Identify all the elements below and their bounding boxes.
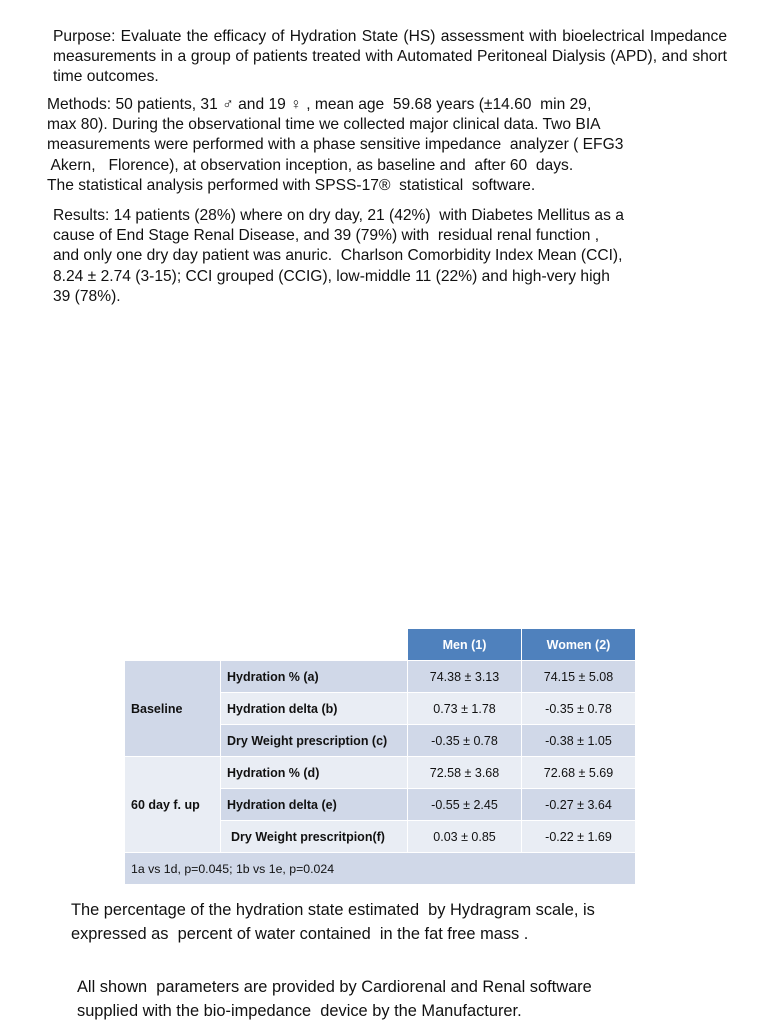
men-value: 0.03 ± 0.85 [408,821,522,853]
women-value: -0.38 ± 1.05 [522,725,636,757]
methods-line: Akern, Florence), at observation inception, as baseline and after 60 days. [47,156,574,174]
row-label: Hydration delta (e) [221,789,408,821]
purpose-text: Purpose: Evaluate the efficacy of Hydration State (HS) assessment with bioelectrical Impedance measurements in a group of patients treated with Automated Peritoneal Dialysis (APD), and short time outcomes. [53,28,727,86]
results-line: 39 (78%). [53,287,121,305]
software-note [77,976,592,1023]
methods-line: measurements were performed with a phase sensitive impedance analyzer ( EFG3 [47,136,624,154]
table-header-empty-cell [125,629,221,661]
methods-line: Methods: 50 patients, 31 ♂ and 19 ♀ , mean age 59.68 years (±14.60 min 29, [47,96,592,113]
men-value: -0.55 ± 2.45 [408,789,522,821]
hydration-results-table [124,628,636,885]
row-label: Dry Weight prescritpion(f) [221,821,408,853]
results-line: Results: 14 patients (28%) where on dry day, 21 (42%) with Diabetes Mellitus as a [53,207,624,224]
table-row [125,757,636,789]
table-row [125,661,636,693]
table-footnote: 1a vs 1d, p=0.045; 1b vs 1e, p=0.024 [125,853,636,885]
methods-line: The statistical analysis performed with SPSS-17® statistical software. [47,176,536,194]
table-header-row [125,629,636,661]
row-label: Hydration % (d) [221,757,408,789]
note-line: All shown parameters are provided by Cardiorenal and Renal software [77,978,592,996]
women-value: -0.27 ± 3.64 [522,789,636,821]
hydragram-note [71,899,595,946]
group-label-baseline: Baseline [125,661,221,757]
row-label: Hydration % (a) [221,661,408,693]
methods-line: max 80). During the observational time we collected major clinical data. Two BIA [47,116,601,134]
women-value: 72.68 ± 5.69 [522,757,636,789]
table-header-empty-cell [221,629,408,661]
table-header-women: Women (2) [522,629,636,661]
men-value: 0.73 ± 1.78 [408,693,522,725]
results-line: cause of End Stage Renal Disease, and 39 (79%) with residual renal function , [53,227,600,245]
note-line: supplied with the bio-impedance device by the Manufacturer. [77,1001,522,1020]
table-footnote-row [125,853,636,885]
results-paragraph [53,206,693,307]
note-line: expressed as percent of water contained in the fat free mass . [71,924,529,943]
row-label: Hydration delta (b) [221,693,408,725]
note-line: The percentage of the hydration state estimated by Hydragram scale, is [71,901,595,919]
group-label-followup: 60 day f. up [125,757,221,853]
women-value: -0.22 ± 1.69 [522,821,636,853]
methods-paragraph [47,95,687,196]
row-label: Dry Weight prescription (c) [221,725,408,757]
men-value: -0.35 ± 0.78 [408,725,522,757]
men-value: 72.58 ± 3.68 [408,757,522,789]
women-value: 74.15 ± 5.08 [522,661,636,693]
women-value: -0.35 ± 0.78 [522,693,636,725]
results-line: and only one dry day patient was anuric. Charlson Comorbidity Index Mean (CCI), [53,247,623,265]
men-value: 74.38 ± 3.13 [408,661,522,693]
purpose-paragraph [53,27,727,88]
table-header-men: Men (1) [408,629,522,661]
results-line: 8.24 ± 2.74 (3-15); CCI grouped (CCIG), low-middle 11 (22%) and high-very high [53,267,610,285]
